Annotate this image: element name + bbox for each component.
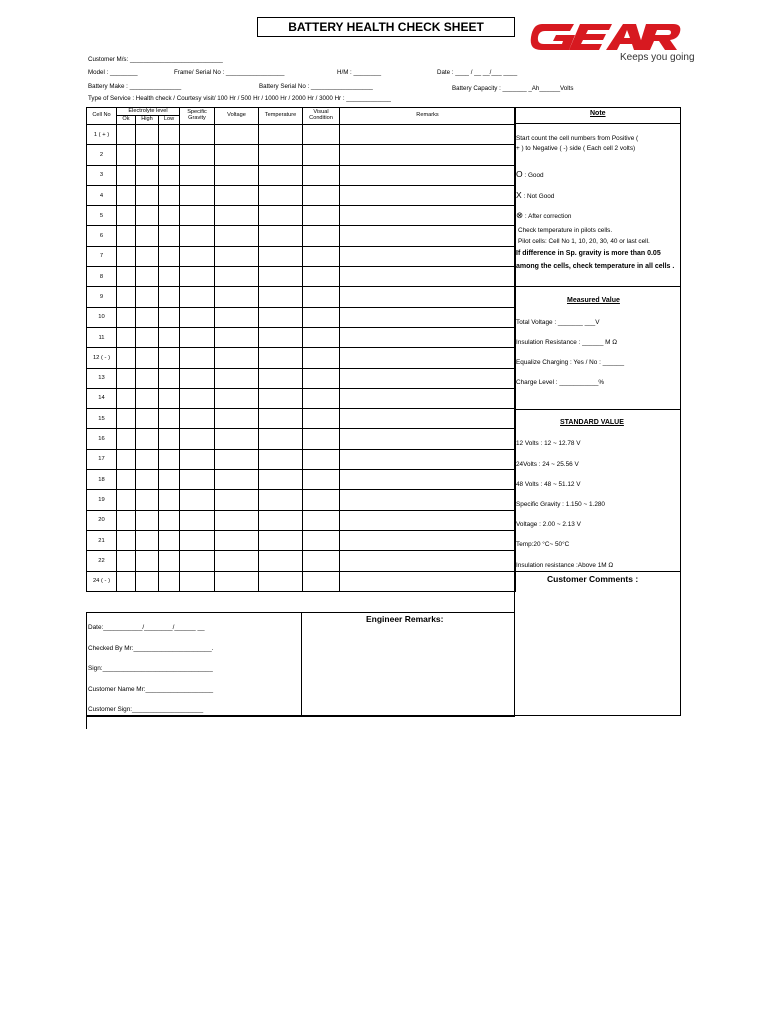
cell-entry[interactable] [215, 165, 259, 185]
cell-number: 16 [87, 429, 117, 449]
cell-entry[interactable] [215, 449, 259, 469]
after-correction-symbol-icon: ⊗ [516, 210, 524, 220]
not-good-symbol-icon: X [516, 190, 522, 200]
cell-entry[interactable] [215, 409, 259, 429]
cell-entry[interactable] [340, 125, 516, 145]
cell-entry[interactable] [136, 388, 159, 408]
cell-entry[interactable] [180, 246, 215, 266]
cell-entry[interactable] [117, 449, 136, 469]
cell-entry[interactable] [303, 409, 340, 429]
cell-entry[interactable] [159, 267, 180, 287]
cell-entry[interactable] [180, 409, 215, 429]
cell-entry[interactable] [117, 388, 136, 408]
customer-field[interactable]: Customer M/s: ___________________________ [88, 56, 223, 63]
cell-entry[interactable] [303, 470, 340, 490]
right-panel-right-border [680, 107, 681, 716]
cell-entry[interactable] [117, 327, 136, 347]
cell-entry[interactable] [215, 388, 259, 408]
cell-entry[interactable] [259, 409, 303, 429]
date-field[interactable]: Date : ____ / __ __/___ ____ [437, 69, 518, 76]
note-temp-2: Pilot cells: Cell No 1, 10, 20, 30, 40 or last cell. [518, 238, 650, 245]
cell-entry[interactable] [259, 287, 303, 307]
right-panel-top-border [514, 107, 681, 108]
cell-entry[interactable] [259, 490, 303, 510]
cell-entry[interactable] [136, 145, 159, 165]
table-row [87, 470, 516, 490]
cell-entry[interactable] [303, 327, 340, 347]
cell-entry[interactable] [259, 185, 303, 205]
cell-entry[interactable] [303, 388, 340, 408]
cell-entry[interactable] [159, 388, 180, 408]
note-heading-divider [514, 123, 681, 124]
battery-serial-field[interactable]: Battery Serial No : __________________ [259, 83, 373, 90]
cell-entry[interactable] [303, 368, 340, 388]
cell-entry[interactable] [136, 530, 159, 550]
cell-entry[interactable] [340, 206, 516, 226]
cell-entry[interactable] [303, 185, 340, 205]
cell-entry[interactable] [215, 571, 259, 591]
note-gravity-warning: If difference in Sp. gravity is more than 0.05 among the cells, check temperature in all cells . [516, 250, 675, 270]
cell-entry[interactable] [340, 449, 516, 469]
table-row [87, 368, 516, 388]
cell-entry[interactable] [303, 348, 340, 368]
cell-number: 10 [87, 307, 117, 327]
header-low: Low [159, 116, 180, 125]
cell-entry[interactable] [117, 206, 136, 226]
cell-entry[interactable] [259, 145, 303, 165]
cell-entry[interactable] [159, 368, 180, 388]
standard-heading: STANDARD VALUE [560, 419, 624, 426]
table-row [87, 510, 516, 530]
cell-entry[interactable] [159, 429, 180, 449]
cell-entry[interactable] [259, 348, 303, 368]
total-voltage-field[interactable]: Total Voltage : _______ ___V [516, 319, 600, 326]
cell-entry[interactable] [259, 125, 303, 145]
cell-entry[interactable] [215, 185, 259, 205]
cell-entry[interactable] [180, 530, 215, 550]
cell-entry[interactable] [180, 449, 215, 469]
cell-entry[interactable] [303, 449, 340, 469]
cell-entry[interactable] [159, 307, 180, 327]
cell-entry[interactable] [180, 490, 215, 510]
cell-number: 18 [87, 470, 117, 490]
cell-entry[interactable] [303, 530, 340, 550]
cell-entry[interactable] [259, 206, 303, 226]
cell-number: 7 [87, 246, 117, 266]
cell-entry[interactable] [180, 429, 215, 449]
cell-entry[interactable] [136, 368, 159, 388]
note-heading: Note [590, 110, 606, 117]
cell-entry[interactable] [180, 470, 215, 490]
cell-entry[interactable] [117, 246, 136, 266]
cell-number: 1 ( + ) [87, 125, 117, 145]
cell-entry[interactable] [340, 287, 516, 307]
note-line-2: + ) to Negative ( -) side ( Each cell 2 volts) [516, 145, 636, 152]
cell-entry[interactable] [117, 429, 136, 449]
cell-entry[interactable] [340, 388, 516, 408]
battery-capacity-field[interactable]: Battery Capacity : _______ _Ah______Volts [452, 85, 574, 92]
cell-entry[interactable] [259, 510, 303, 530]
table-row [87, 287, 516, 307]
cell-entry[interactable] [303, 307, 340, 327]
cell-number: 9 [87, 287, 117, 307]
table-footer-row [87, 591, 516, 603]
table-row [87, 206, 516, 226]
insulation-resistance-field[interactable]: Insulation Resistance : ______ M Ω [516, 339, 618, 346]
equalize-charging-field[interactable]: Equalize Charging : Yes / No : ______ [516, 359, 625, 366]
cell-entry[interactable] [159, 470, 180, 490]
cell-entry[interactable] [180, 165, 215, 185]
cell-entry[interactable] [180, 226, 215, 246]
cell-entry[interactable] [159, 571, 180, 591]
cell-entry[interactable] [340, 226, 516, 246]
cell-entry[interactable] [117, 287, 136, 307]
cell-entry[interactable] [180, 327, 215, 347]
header-specific-gravity: Specific Gravity [180, 108, 215, 125]
table-row [87, 388, 516, 408]
cell-entry[interactable] [136, 490, 159, 510]
cell-entry[interactable] [136, 125, 159, 145]
cell-entry[interactable] [303, 571, 340, 591]
cell-entry[interactable] [303, 490, 340, 510]
header-voltage: Voltage [215, 108, 259, 125]
cell-entry[interactable] [259, 388, 303, 408]
cell-entry[interactable] [303, 551, 340, 571]
logo-tagline: Keeps you going [620, 52, 695, 63]
cell-entry[interactable] [136, 307, 159, 327]
cell-entry[interactable] [117, 510, 136, 530]
sign-field[interactable]: Sign:_______________________________ [88, 665, 213, 672]
cell-entry[interactable] [340, 551, 516, 571]
cell-entry[interactable] [215, 226, 259, 246]
standard-12v: 12 Volts : 12 ~ 12.78 V [516, 440, 581, 447]
cell-number: 6 [87, 226, 117, 246]
cell-entry[interactable] [340, 185, 516, 205]
cell-entry[interactable] [340, 267, 516, 287]
standard-temp: Temp:20 °C~ 50°C [516, 541, 570, 548]
cell-entry[interactable] [136, 246, 159, 266]
cell-entry[interactable] [117, 368, 136, 388]
cell-entry[interactable] [215, 307, 259, 327]
cell-entry[interactable] [215, 206, 259, 226]
cell-entry[interactable] [136, 226, 159, 246]
cell-entry[interactable] [259, 530, 303, 550]
cell-entry[interactable] [340, 327, 516, 347]
cell-entry[interactable] [259, 226, 303, 246]
customer-comments-heading: Customer Comments : [547, 574, 639, 584]
cell-check-table [86, 107, 516, 603]
cell-entry[interactable] [117, 490, 136, 510]
header-electrolyte: Electrolyte level [117, 108, 180, 116]
standard-voltage: Voltage : 2.00 ~ 2.13 V [516, 521, 581, 528]
service-type-field[interactable]: Type of Service : Health check / Courtesy visit/ 100 Hr / 500 Hr / 1000 Hr / 2000 Hr / 3000 Hr : _____________ [88, 95, 392, 102]
table-row [87, 530, 516, 550]
cell-entry[interactable] [159, 409, 180, 429]
legend-after-correction: ⊗ : After correction [516, 210, 572, 220]
cell-entry[interactable] [340, 429, 516, 449]
cell-entry[interactable] [159, 287, 180, 307]
cell-entry[interactable] [259, 470, 303, 490]
cell-entry[interactable] [136, 267, 159, 287]
bottom-left-tick [86, 715, 87, 729]
cell-entry[interactable] [180, 551, 215, 571]
cell-entry[interactable] [159, 530, 180, 550]
table-row [87, 145, 516, 165]
cell-entry[interactable] [340, 470, 516, 490]
cell-entry[interactable] [303, 429, 340, 449]
cell-entry[interactable] [303, 206, 340, 226]
cell-entry[interactable] [180, 287, 215, 307]
cell-entry[interactable] [180, 206, 215, 226]
cell-entry[interactable] [215, 125, 259, 145]
cell-entry[interactable] [215, 429, 259, 449]
cell-entry[interactable] [180, 368, 215, 388]
cell-entry[interactable] [259, 307, 303, 327]
measured-divider [514, 286, 681, 287]
cell-entry[interactable] [180, 388, 215, 408]
cell-entry[interactable] [159, 510, 180, 530]
cell-number: 21 [87, 530, 117, 550]
cell-entry[interactable] [159, 551, 180, 571]
cell-number: 14 [87, 388, 117, 408]
cell-number: 8 [87, 267, 117, 287]
cell-number: 19 [87, 490, 117, 510]
cell-entry[interactable] [136, 185, 159, 205]
cell-entry[interactable] [340, 145, 516, 165]
cell-entry[interactable] [159, 206, 180, 226]
cell-entry[interactable] [259, 429, 303, 449]
cell-entry[interactable] [159, 449, 180, 469]
cell-entry[interactable] [159, 226, 180, 246]
page-title: BATTERY HEALTH CHECK SHEET [257, 17, 515, 37]
cell-entry[interactable] [117, 409, 136, 429]
cell-entry[interactable] [136, 348, 159, 368]
table-row [87, 267, 516, 287]
cell-entry[interactable] [215, 287, 259, 307]
cell-entry[interactable] [303, 165, 340, 185]
table-row [87, 226, 516, 246]
cell-entry[interactable] [117, 185, 136, 205]
cell-entry[interactable] [259, 327, 303, 347]
cell-number: 20 [87, 510, 117, 530]
cell-entry[interactable] [303, 125, 340, 145]
cell-entry[interactable] [117, 551, 136, 571]
cell-entry[interactable] [340, 490, 516, 510]
cell-entry[interactable] [180, 348, 215, 368]
standard-24v: 24Volts : 24 ~ 25.56 V [516, 461, 579, 468]
table-row [87, 409, 516, 429]
cell-entry[interactable] [340, 368, 516, 388]
standard-insulation: Insulation resistance :Above 1M Ω [516, 562, 614, 569]
cell-number: 13 [87, 368, 117, 388]
cell-entry[interactable] [159, 165, 180, 185]
header-ok: Ok [117, 116, 136, 125]
cell-entry[interactable] [259, 267, 303, 287]
table-row [87, 307, 516, 327]
cell-entry[interactable] [117, 571, 136, 591]
cell-entry[interactable] [159, 185, 180, 205]
cell-entry[interactable] [340, 246, 516, 266]
cell-entry[interactable] [180, 145, 215, 165]
header-remarks: Remarks [340, 108, 516, 125]
note-line-1: Start count the cell numbers from Positive ( [516, 135, 639, 142]
cell-entry[interactable] [215, 490, 259, 510]
checked-by-field[interactable]: Checked By Mr:______________________. [88, 645, 214, 652]
cell-entry[interactable] [259, 246, 303, 266]
cell-entry[interactable] [340, 571, 516, 591]
cell-number: 5 [87, 206, 117, 226]
cell-entry[interactable] [303, 246, 340, 266]
table-row [87, 246, 516, 266]
cell-entry[interactable] [340, 409, 516, 429]
engineer-remarks-heading: Engineer Remarks: [366, 614, 444, 624]
comments-divider [514, 571, 681, 572]
cell-entry[interactable] [215, 348, 259, 368]
cell-entry[interactable] [136, 470, 159, 490]
cell-entry[interactable] [159, 490, 180, 510]
cell-entry[interactable] [340, 307, 516, 327]
cell-entry[interactable] [136, 449, 159, 469]
cell-number: 3 [87, 165, 117, 185]
cell-entry[interactable] [117, 307, 136, 327]
cell-entry[interactable] [340, 165, 516, 185]
cell-entry[interactable] [180, 307, 215, 327]
model-field[interactable]: Model : ________ [88, 69, 138, 76]
cell-entry[interactable] [117, 348, 136, 368]
customer-name-field[interactable]: Customer Name Mr:___________________ [88, 686, 214, 693]
cell-entry[interactable] [136, 206, 159, 226]
cell-entry[interactable] [136, 327, 159, 347]
header-visual-condition: Visual Condition [303, 108, 340, 125]
cell-entry[interactable] [117, 145, 136, 165]
cell-number: 15 [87, 409, 117, 429]
cell-entry[interactable] [340, 510, 516, 530]
good-symbol-icon: O [516, 169, 523, 179]
cell-entry[interactable] [340, 530, 516, 550]
cell-entry[interactable] [259, 368, 303, 388]
customer-sign-field[interactable]: Customer Sign:____________________ [88, 706, 204, 713]
hour-meter-field[interactable]: H/M : ________ [337, 69, 382, 76]
cell-entry[interactable] [117, 165, 136, 185]
table-row [87, 165, 516, 185]
table-row [87, 185, 516, 205]
cell-entry[interactable] [215, 551, 259, 571]
cell-entry[interactable] [215, 145, 259, 165]
header-high: High [136, 116, 159, 125]
table-row [87, 327, 516, 347]
note-temp-1: Check temperature in pilots cells. [518, 227, 613, 234]
cell-entry[interactable] [259, 571, 303, 591]
cell-entry[interactable] [259, 449, 303, 469]
cell-entry[interactable] [117, 125, 136, 145]
table-row [87, 125, 516, 145]
gear-logo [528, 20, 695, 68]
cell-entry[interactable] [215, 510, 259, 530]
cell-entry[interactable] [136, 571, 159, 591]
cell-entry[interactable] [136, 287, 159, 307]
battery-make-field[interactable]: Battery Make : _______________ [88, 83, 182, 90]
table-row [87, 551, 516, 571]
cell-entry[interactable] [136, 165, 159, 185]
cell-entry[interactable] [180, 125, 215, 145]
cell-entry[interactable] [180, 185, 215, 205]
cell-entry[interactable] [215, 530, 259, 550]
measured-heading: Measured Value [567, 297, 620, 304]
cell-entry[interactable] [117, 470, 136, 490]
cell-entry[interactable] [159, 348, 180, 368]
cell-entry[interactable] [159, 125, 180, 145]
table-row [87, 449, 516, 469]
cell-entry[interactable] [303, 267, 340, 287]
cell-entry[interactable] [259, 165, 303, 185]
cell-entry[interactable] [215, 470, 259, 490]
cell-entry[interactable] [215, 368, 259, 388]
cell-entry[interactable] [117, 267, 136, 287]
cell-entry[interactable] [303, 145, 340, 165]
cell-entry[interactable] [180, 571, 215, 591]
cell-number: 17 [87, 449, 117, 469]
standard-48v: 48 Volts : 48 ~ 51.12 V [516, 481, 581, 488]
cell-entry[interactable] [117, 226, 136, 246]
cell-entry[interactable] [117, 530, 136, 550]
legend-good: O : Good [516, 169, 544, 179]
table-row [87, 490, 516, 510]
cell-entry[interactable] [136, 409, 159, 429]
signoff-date-field[interactable]: Date:___________/________/______ __ [88, 624, 205, 631]
cell-entry[interactable] [303, 287, 340, 307]
cell-entry[interactable] [180, 510, 215, 530]
table-row [87, 571, 516, 591]
header-cell-no: Cell No [87, 108, 117, 125]
cell-entry[interactable] [215, 246, 259, 266]
header-temperature: Temperature [259, 108, 303, 125]
table-row [87, 348, 516, 368]
cell-entry[interactable] [303, 226, 340, 246]
cell-number: 24 ( - ) [87, 571, 117, 591]
cell-entry[interactable] [136, 551, 159, 571]
cell-number: 2 [87, 145, 117, 165]
standard-gravity: Specific Gravity : 1.150 ~ 1.280 [516, 501, 605, 508]
cell-entry[interactable] [180, 267, 215, 287]
standard-divider [514, 409, 681, 410]
cell-number: 4 [87, 185, 117, 205]
cell-entry[interactable] [259, 551, 303, 571]
cell-number: 22 [87, 551, 117, 571]
legend-not-good: X : Not Good [516, 190, 555, 200]
charge-level-field[interactable]: Charge Level : ___________% [516, 379, 605, 386]
engineer-remarks-box[interactable] [300, 612, 515, 717]
frame-serial-field[interactable]: Frame/ Serial No : _________________ [174, 69, 285, 76]
cell-entry[interactable] [159, 327, 180, 347]
cell-number: 11 [87, 327, 117, 347]
cell-entry[interactable] [136, 429, 159, 449]
cell-entry[interactable] [159, 246, 180, 266]
cell-number: 12 ( - ) [87, 348, 117, 368]
cell-entry[interactable] [215, 267, 259, 287]
cell-entry[interactable] [136, 510, 159, 530]
cell-entry[interactable] [303, 510, 340, 530]
cell-entry[interactable] [340, 348, 516, 368]
cell-entry[interactable] [215, 327, 259, 347]
table-row [87, 429, 516, 449]
cell-entry[interactable] [159, 145, 180, 165]
